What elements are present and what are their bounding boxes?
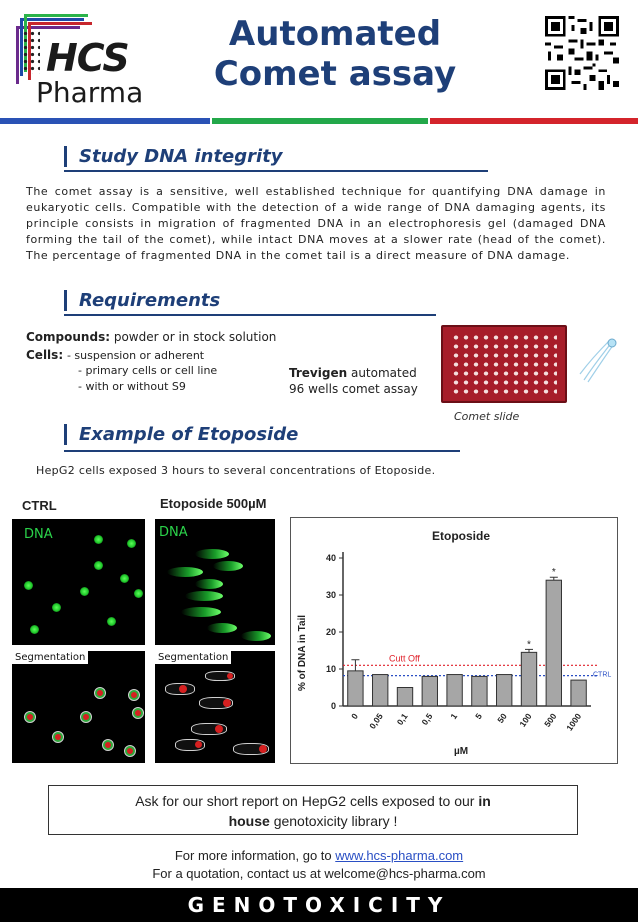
chart-bar <box>497 675 512 706</box>
compounds-label: Compounds: <box>26 330 111 344</box>
section-underline-study <box>64 170 488 172</box>
chart-x-tick-label: 500 <box>542 711 559 729</box>
chart-x-tick-label: 1 <box>448 711 460 722</box>
website-link[interactable]: www.hcs-pharma.com <box>335 848 464 863</box>
chart-cutoff-label: Cutt Off <box>389 653 420 664</box>
chart-bar <box>546 580 561 706</box>
chart-y-tick-label: 30 <box>325 590 336 600</box>
logo-hcs-text: HCS <box>46 36 129 80</box>
color-bar-green <box>212 118 428 124</box>
contact-info-line <box>0 848 638 863</box>
color-bar-red <box>430 118 638 124</box>
section-heading-study: Study DNA integrity <box>64 146 283 167</box>
chart-x-axis-label: µM <box>453 746 469 757</box>
chart-x-tick-label: 50 <box>495 711 509 725</box>
ctrl-dna-label: DNA <box>24 527 53 542</box>
chart-significance-marker: * <box>527 639 531 651</box>
compounds-value: powder or in stock solution <box>113 330 277 344</box>
etoposide-segmentation-image <box>155 651 275 763</box>
ctrl-segmentation-image <box>12 651 145 763</box>
etoposide-dna-image <box>155 519 275 645</box>
chart-bar <box>472 676 487 706</box>
footer-banner: GENOTOXICITY <box>0 888 638 922</box>
callout-text-2: genotoxicity library ! <box>269 813 398 829</box>
comet-slide-image <box>441 325 567 403</box>
trevigen-text <box>289 366 417 380</box>
chart-y-tick-label: 0 <box>330 701 336 711</box>
callout-bold-house: house <box>228 813 270 829</box>
logo <box>14 14 144 109</box>
chart-bar <box>373 675 388 706</box>
chart-bar <box>397 688 412 707</box>
requirement-compounds <box>26 330 276 344</box>
etoposide-segmentation-label: Segmentation <box>155 651 231 664</box>
logo-pharma-text: Pharma <box>36 76 144 109</box>
cells-line-1: - suspension or adherent <box>66 349 205 362</box>
ctrl-label: CTRL <box>22 498 57 513</box>
title-line-2: Comet assay <box>213 54 457 94</box>
chart-bar <box>521 652 536 706</box>
chart-y-tick-label: 10 <box>325 664 336 674</box>
section-heading-example: Example of Etoposide <box>64 424 298 445</box>
ctrl-dna-image <box>12 519 145 645</box>
contact-info-prefix: For more information, go to <box>174 848 336 863</box>
section-underline-requirements <box>64 314 436 316</box>
section-underline-example <box>64 450 460 452</box>
chart-x-tick-label: 0 <box>349 711 361 722</box>
chart-ctrl-label: CTRL <box>593 671 612 679</box>
callout-bold-in: in <box>478 793 491 809</box>
chart-y-axis-label: % of DNA in Tail <box>297 614 308 692</box>
intro-paragraph: The comet assay is a sensitive, well established technique for quantifying DNA damage in eukaryotic cells. Compatible with the detection of a wide range of DNA damaging agents, its principle consists in migration of fragmented DNA in an electrophoresis gel (damaged DNA forming the tail of the comet), while intact DNA moves at a slower rate (head of the comet). The percentage of fragmented DNA in the comet tail is a direct measure of DNA damage. <box>26 185 606 262</box>
etoposide-dna-label: DNA <box>159 525 188 540</box>
chart-y-tick-label: 40 <box>325 553 336 563</box>
trevigen-line-2: 96 wells comet assay <box>289 382 418 396</box>
color-bar-blue <box>0 118 210 124</box>
logo-dots <box>22 30 40 74</box>
contact-quotation-line: For a quotation, contact us at welcome@hcs-pharma.com <box>152 866 486 881</box>
trevigen-automated: automated <box>350 366 417 380</box>
ctrl-segmentation-label: Segmentation <box>12 651 88 664</box>
chart-y-tick-label: 20 <box>325 627 336 637</box>
cells-line-3: - with or without S9 <box>78 380 186 393</box>
chart-title: Etoposide <box>431 529 491 543</box>
chart-x-tick-label: 0,5 <box>419 711 435 727</box>
cells-line-2: - primary cells or cell line <box>78 364 218 377</box>
example-intro: HepG2 cells exposed 3 hours to several concentrations of Etoposide. <box>36 464 436 477</box>
chart-x-tick-label: 5 <box>473 711 485 722</box>
chart-x-tick-label: 0,1 <box>394 711 410 727</box>
cells-label: Cells: <box>26 348 64 362</box>
chart-x-tick-label: 1000 <box>564 711 584 733</box>
chart-x-tick-label: 0,05 <box>367 711 385 731</box>
etoposide-label: Etoposide 500µM <box>160 496 267 511</box>
title-line-1: Automated <box>228 14 442 54</box>
report-callout <box>48 785 578 835</box>
section-heading-requirements: Requirements <box>64 290 220 311</box>
page-title <box>200 14 470 94</box>
comet-icon <box>578 336 618 384</box>
trevigen-brand: Trevigen <box>289 366 348 380</box>
chart-significance-marker: * <box>551 567 556 579</box>
chart-bar <box>348 671 363 706</box>
chart-bar <box>422 676 437 706</box>
qr-code-icon[interactable] <box>545 16 619 90</box>
etoposide-chart <box>290 517 618 764</box>
chart-bar <box>571 680 586 706</box>
etoposide-chart-svg <box>291 518 617 763</box>
chart-x-tick-label: 100 <box>517 711 534 729</box>
chart-bar <box>447 675 462 706</box>
requirement-cells <box>26 348 204 362</box>
comet-slide-caption: Comet slide <box>454 410 520 423</box>
callout-text-1: Ask for our short report on HepG2 cells exposed to our <box>135 793 479 809</box>
